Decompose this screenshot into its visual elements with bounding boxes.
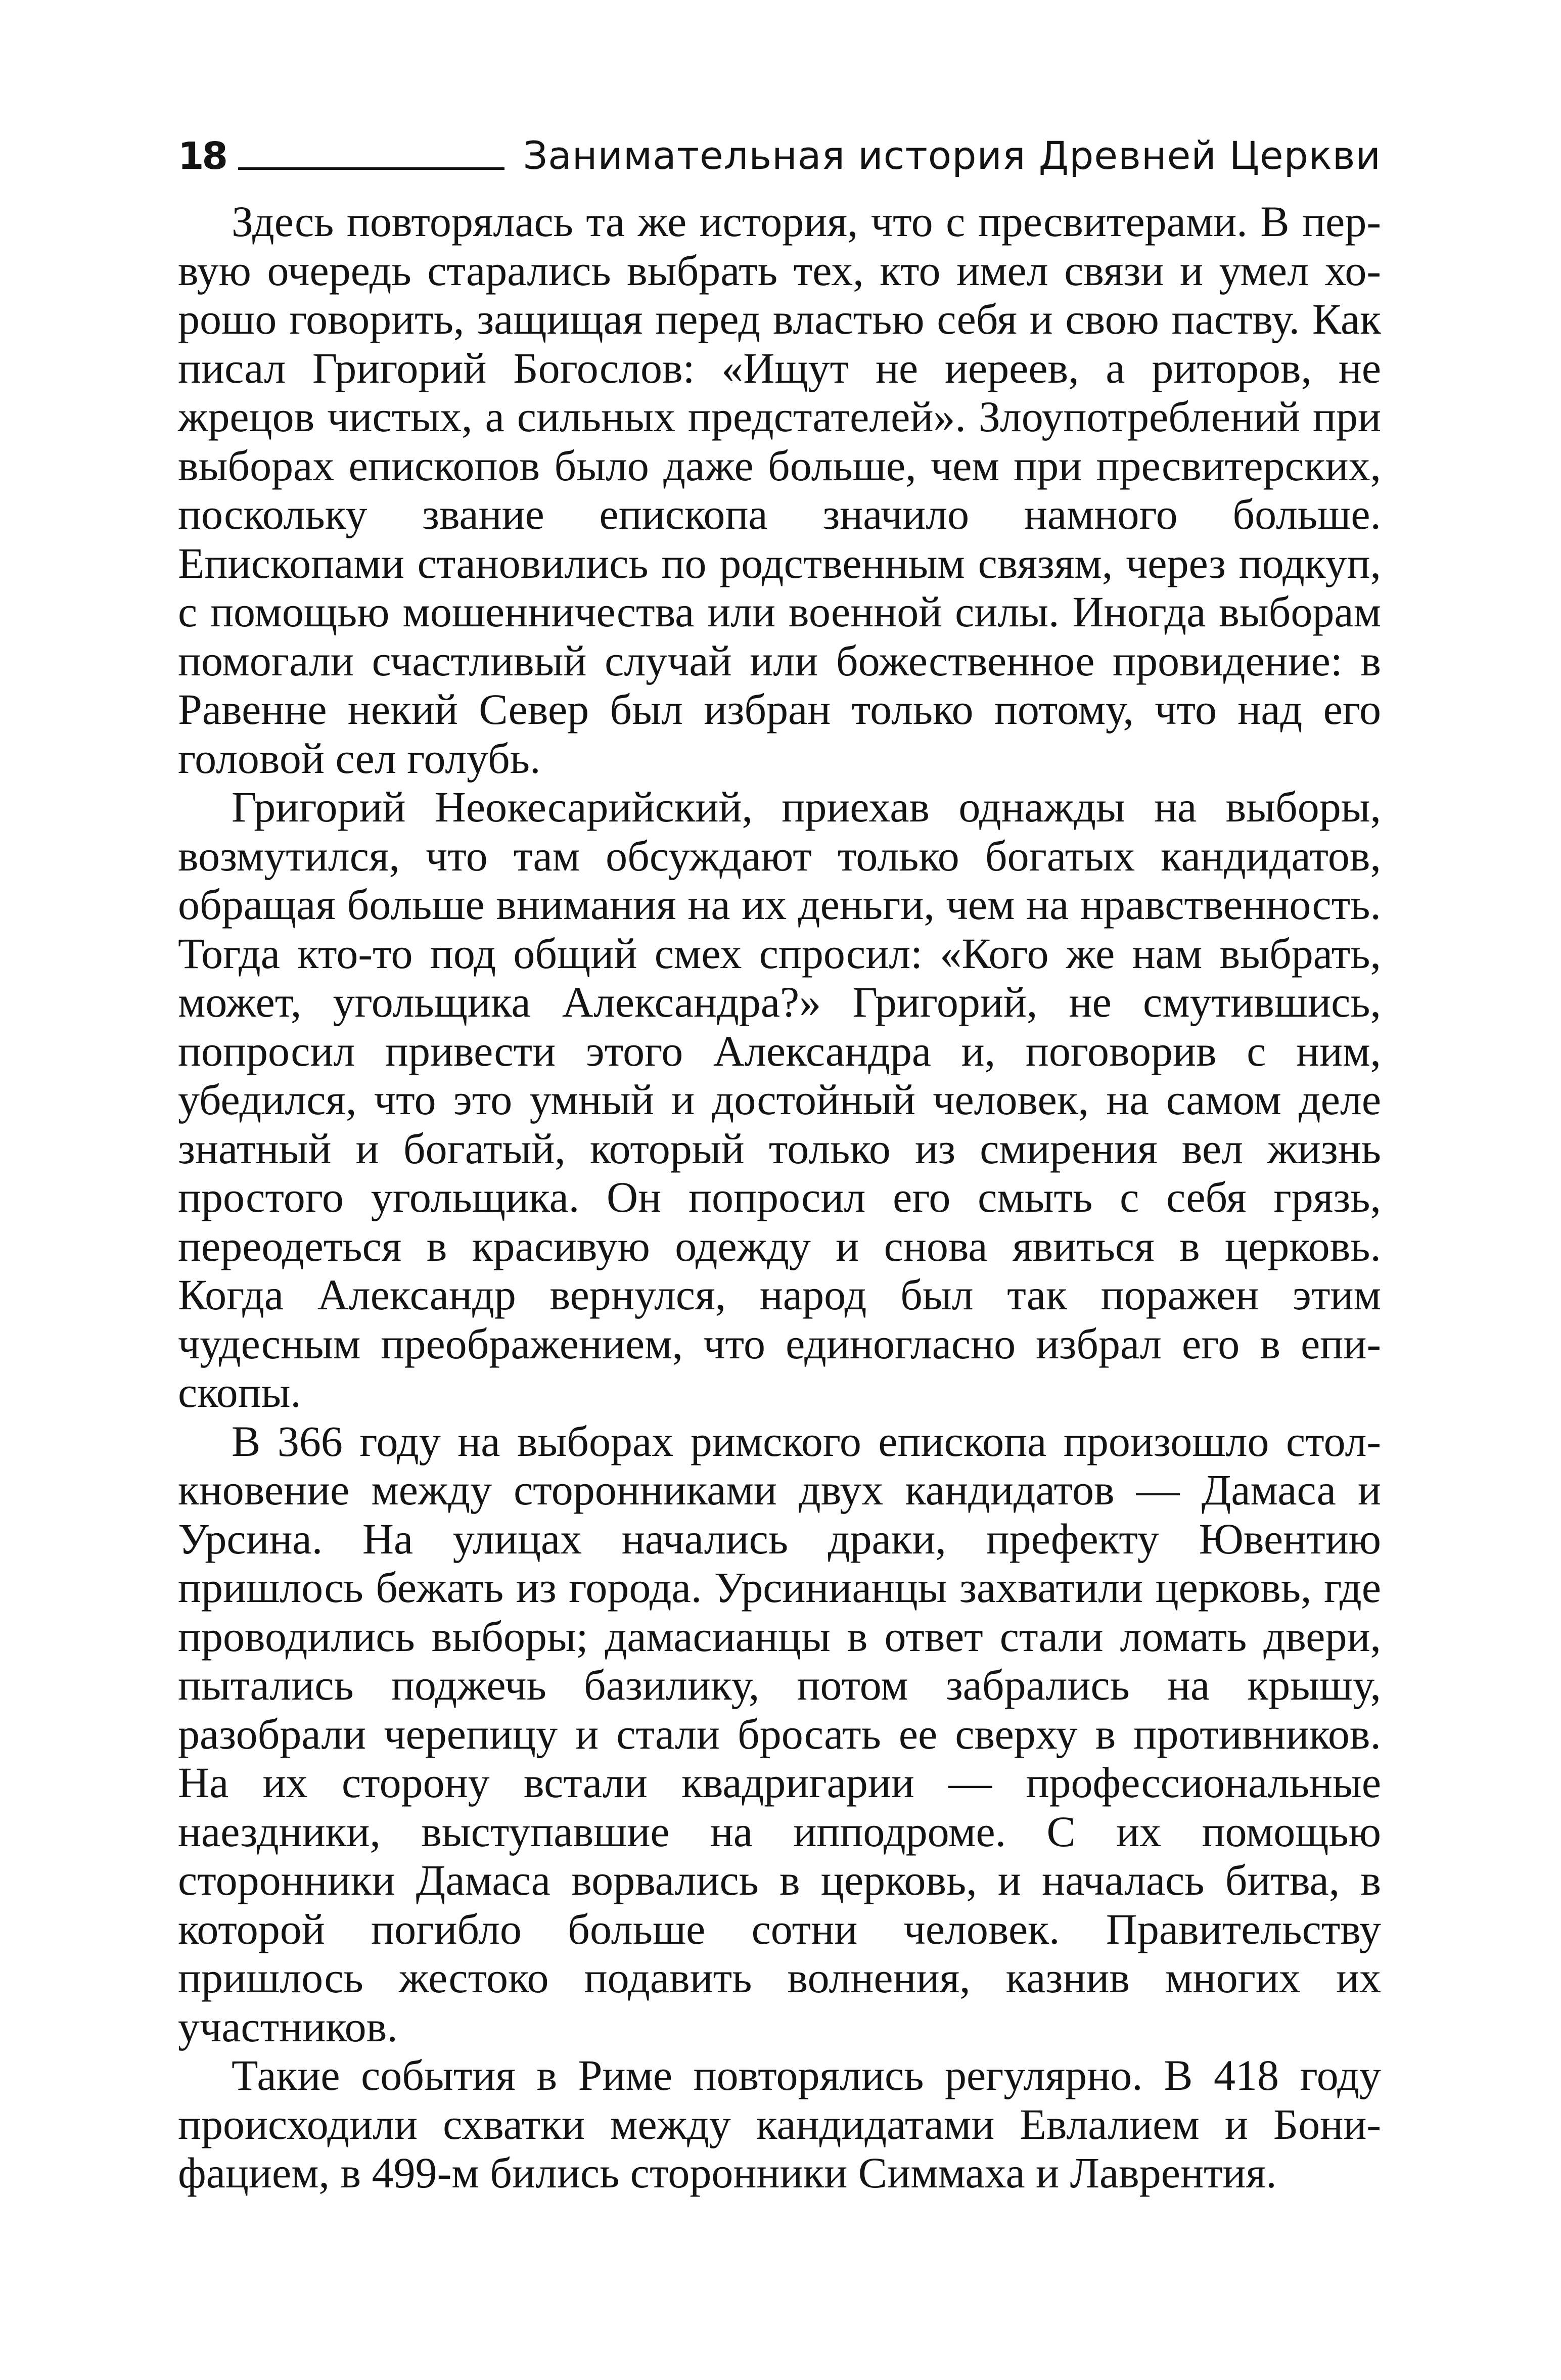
paragraph: Григорий Неокесарийский, приехав однажды на выборы, возмутился, что там обсуждают только богатых кандидатов, обращая больше внимания на их деньги, чем на нравственность. Тогда кто-то под общий смех спросил: «Кого же нам выбрать, может, угольщика Александра?» Григорий, не смутившись, попросил привести этого Александра и, поговорив с ним, убедился, что это умный и достойный человек, на самом деле знатный и богатый, который только из смирения вел жизнь простого угольщика. Он попросил его смыть с себя грязь, переодеться в красивую одежду и снова явиться в церковь. Когда Александр вернулся, народ был так поражен этим чудесным преображением, что единогласно избрал его в епископы. [178, 783, 1381, 1416]
paragraph: Такие события в Риме повторялись регулярно. В 418 году происходили схватки между кандидатами Евлалием и Бонифацием, в 499-м бились сторонники Симмаха и Лаврентия. [178, 2051, 1381, 2197]
paragraph: В 366 году на выборах римского епископа произошло столкновение между сторонниками двух кандидатов — Дамаса и Урсина. На улицах начались драки, префекту Ювентию пришлось бежать из города. Урсинианцы захватили церковь, где проводились выборы; дамасианцы в ответ стали ломать двери, пытались поджечь базилику, потом забрались на крышу, разобрали черепицу и стали бросать ее сверху в противников. На их сторону встали квадригарии — профессиональные наездники, выступавшие на ипподроме. С их помощью сторонники Дамаса ворвались в церковь, и началась битва, в которой погибло больше сотни человек. Правительству пришлось жестоко подавить волнения, казнив многих их участников. [178, 1416, 1381, 2051]
paragraph: Здесь повторялась та же история, что с пресвитерами. В первую очередь старались выбрать тех, кто имел связи и умел хорошо говорить, защищая перед властью себя и свою паству. Как писал Григорий Богослов: «Ищут не иереев, а риторов, не жрецов чистых, а сильных предстателей». Злоупотреблений при выборах епископов было даже больше, чем при пресвитерских, поскольку звание епископа значило намного больше. Епископами становились по родственным связям, через подкуп, с помощью мошенничества или военной силы. Иногда выборам помогали счастливый случай или божественное провидение: в Равенне некий Север был избран только потому, что над его головой сел голубь. [178, 197, 1381, 783]
page-number: 18 [178, 134, 226, 178]
running-title: Занимательная история Древней Церкви [523, 133, 1381, 178]
body-text [178, 197, 1381, 2198]
header-rule [238, 167, 504, 170]
running-head [178, 119, 1381, 178]
